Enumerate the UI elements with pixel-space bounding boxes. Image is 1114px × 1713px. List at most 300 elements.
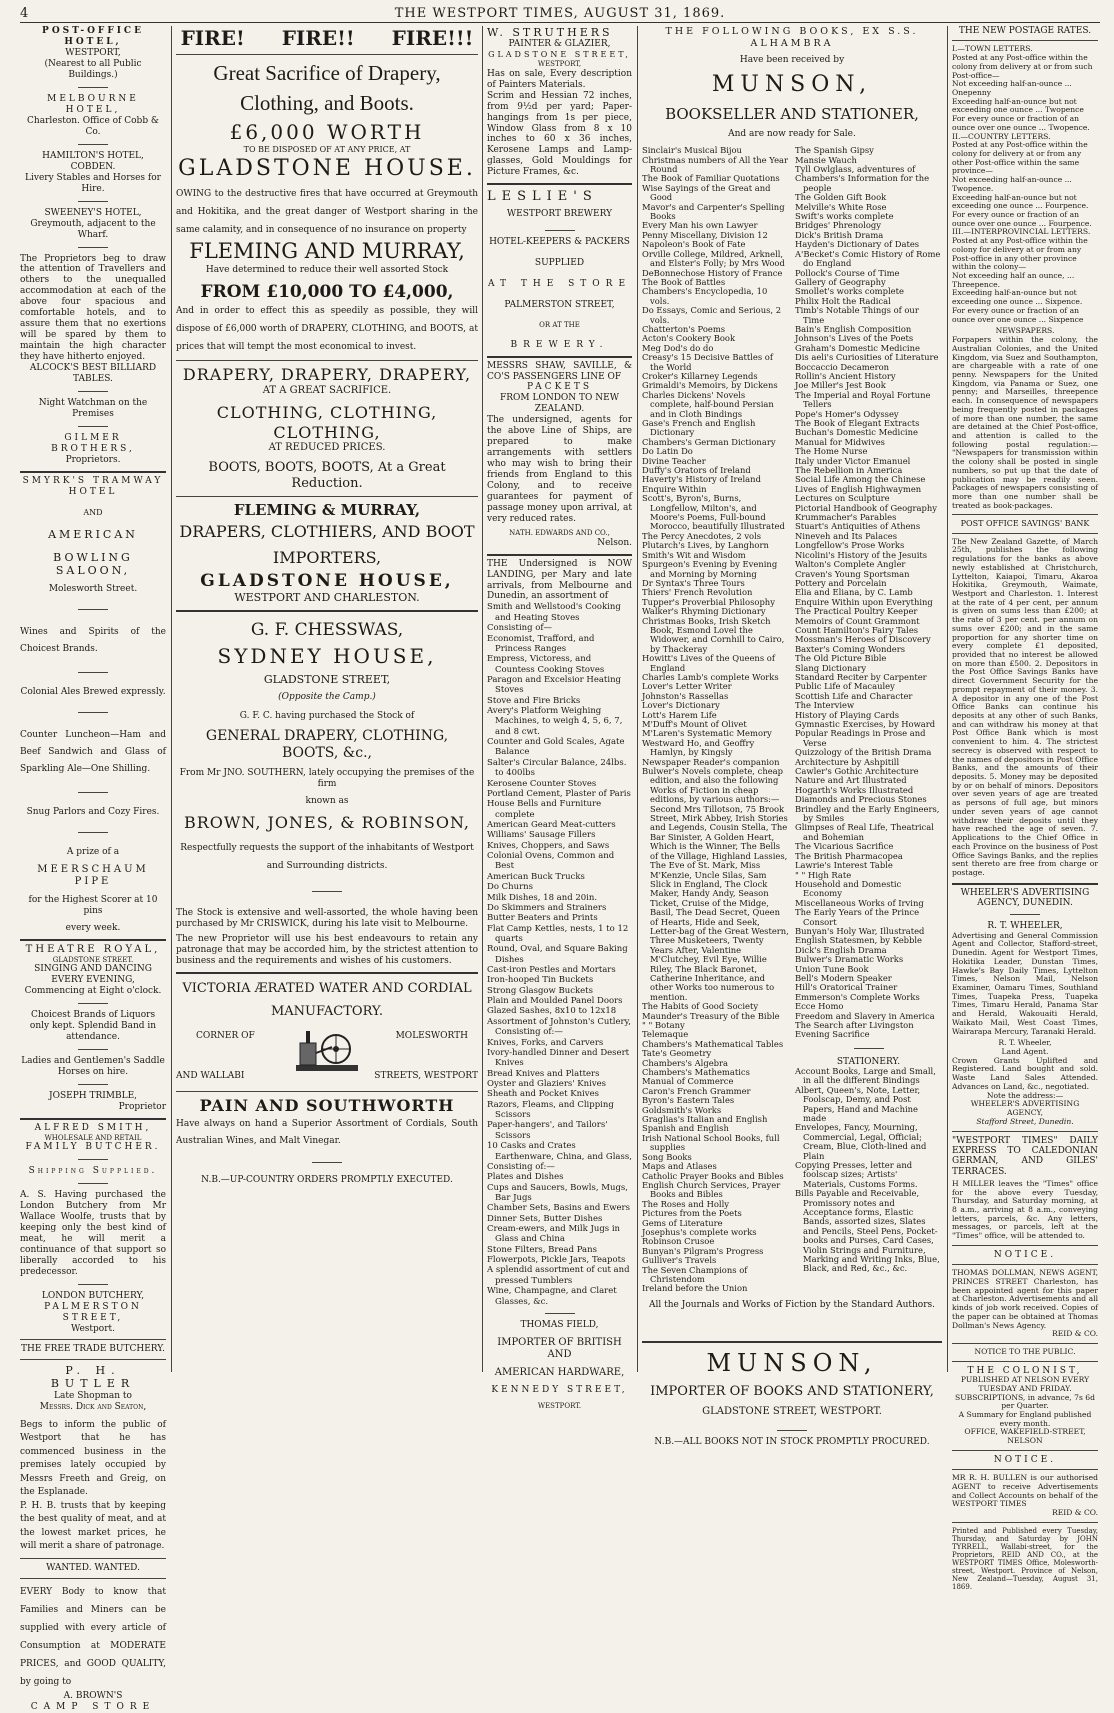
book-item: Diamonds and Precious Stones	[795, 794, 927, 805]
column-3	[487, 26, 632, 1411]
ad-text: Greymouth, adjacent to the Wharf.	[30, 218, 156, 240]
book-item: Manual for Midwives	[795, 436, 885, 447]
ad-text: Advertising and General Commission Agent and Collector, Stafford-street, Dunedin. Agent for Westport Times, Hokitika Leader, Dunstan Times, Hawke's Bay Daily Times, Lyttelton Times, Nelson Mail, Nelson Examiner, Oamaru Times, Southland Times, Tuapeka Press, Tuapeka Times, Timaru Herald, Panama Star and Herald, Wakouaiti Herald, Waikato Mail, West Coast Times, Wairarapa Mercury, Taranaki Herald.	[952, 930, 1098, 1036]
book-item: The Search after Livingston	[795, 1020, 914, 1030]
ad-heading: LONDON BUTCHERY,	[41, 1291, 145, 1302]
ad-text: N.B.—UP-COUNTRY ORDERS PROMPTLY EXECUTED.	[201, 1175, 453, 1186]
book-item: Bridges' Phrenology	[795, 220, 882, 231]
list-item: American Geard Meat-cutters	[487, 820, 616, 830]
ad-text: G. F. C. having purchased the Stock of	[239, 711, 415, 722]
column-4	[642, 26, 942, 1448]
machine-icon	[292, 1027, 362, 1075]
ad-text: STREETS, WESTPORT	[374, 1071, 478, 1082]
ad-heading: MEERSCHAUM PIPE	[37, 864, 149, 888]
book-item: Dick's British Drama	[795, 229, 884, 240]
stationery-item: Account Books, Large and Small, in all the different Bindings	[795, 1065, 936, 1086]
ad-text: AT THE STORE	[487, 279, 632, 290]
divider	[176, 360, 478, 361]
book-item: " " Botany	[642, 1020, 685, 1030]
book-item: Timb's Notable Things of our Time	[795, 305, 919, 325]
ad-text: GLADSTONE STREET,	[488, 50, 631, 60]
book-item: Lover's Letter Writer	[642, 681, 732, 692]
divider	[952, 1522, 1098, 1523]
stationery-item: Bills Payable and Receivable, Promissory notes and Acceptance forms, Elastic Bands, assorted sizes, Slates and Pencils, Steel Pens, Pocket-books and Purses, Card Cases, Violin Strings and Furniture, Marking and Writing Inks, Blue, Black, and Red, &c., &c.	[795, 1188, 940, 1274]
postage-rate-line: Posted at any Post-office within the colony from delivery at or from such Post-office—	[952, 53, 1093, 80]
ad-heading: THE FOLLOWING BOOKS, EX S.S. ALHAMBRA	[665, 26, 919, 49]
book-item: Thiers' French Revolution	[642, 587, 753, 598]
book-item: Lives of English Highwaymen	[795, 483, 922, 494]
book-item: Bell's Modern Speaker	[795, 972, 892, 983]
ad-headline: FROM £10,000 TO £4,000,	[200, 281, 454, 302]
list-item: Stove and Fire Bricks	[487, 695, 581, 706]
book-item: Smollet's works complete	[795, 286, 904, 297]
machine-illustration	[292, 1027, 362, 1079]
ad-text: WESTPORT,	[65, 47, 121, 58]
ad-heading: THOMAS FIELD,	[520, 1319, 599, 1330]
book-item: Mavor's and Carpenter's Spelling Books	[642, 201, 785, 222]
book-item: The Seven Champions of Christendom	[642, 1264, 748, 1284]
divider	[78, 1284, 108, 1285]
book-item: The Old Picture Bible	[795, 653, 887, 664]
book-item: Mossman's Heroes of Discovery	[795, 634, 931, 645]
ad-text: Have determined to reduce their well assorted Stock	[205, 264, 449, 275]
divider	[20, 1359, 166, 1360]
ad-heading: W. STRUTHERS	[487, 26, 613, 39]
divider	[78, 1003, 108, 1004]
column-rule	[637, 26, 638, 1372]
book-item: Smith's Wit and Wisdom	[642, 549, 746, 560]
book-item: The Book of Battles	[642, 276, 726, 287]
list-item: Smith and Wellstood's Cooking and Heating Stoves	[487, 602, 621, 623]
masthead	[20, 4, 1100, 23]
list-item: Chamber Sets, Basins and Ewers	[487, 1203, 630, 1214]
ad-text: A. S. Having purchased the London Butchery from Mr Wallace Woolfe, trusts that by keeping only the best kind of meat, he will merit a continuance of that support so liberally accorded to his predecessor.	[20, 1190, 166, 1278]
book-item: Stuart's Antiquities of Athens	[795, 521, 921, 532]
book-item: Slang Dictionary	[795, 662, 867, 673]
book-item: Public Life of Macauley	[795, 681, 895, 692]
list-item: Iron-hooped Tin Buckets	[487, 975, 594, 986]
book-item: Chambers's Mathematics	[642, 1067, 750, 1078]
book-item: Plutarch's Lives, by Langhorn	[642, 540, 769, 551]
book-item: Scott's, Byron's, Burns, Longfellow, Milton's, and Moore's Poems, Full-bound Morocco, beautifully Illustrated	[642, 493, 785, 532]
book-item: Caron's French Grammer	[642, 1085, 751, 1096]
book-item: Wise Sayings of the Great and Good	[642, 182, 771, 203]
page-number: 4	[20, 6, 30, 21]
book-item: Chambers's German Dictionary	[642, 436, 776, 447]
ad-text: Have been received by	[739, 55, 845, 66]
ad-text: SUBSCRIPTIONS, in advance, 7s 6d per Quarter.	[955, 1392, 1095, 1411]
divider	[312, 891, 342, 892]
ad-headline: SYDNEY HOUSE,	[217, 644, 437, 669]
section-heading: POST OFFICE SAVINGS' BANK	[960, 519, 1090, 529]
book-item: Enquire Within upon Everything	[795, 596, 933, 607]
ad-heading: HAMILTON'S HOTEL, COBDEN.	[42, 150, 144, 172]
book-item: Dis aeli's Curiosities of Literature	[795, 352, 939, 363]
ad-text: (Opposite the Camp.)	[278, 692, 376, 703]
ad-heading: THE FREE TRADE BUTCHERY.	[21, 1343, 165, 1354]
divider	[777, 1430, 807, 1431]
book-item: Bunyan's Pilgram's Progress	[642, 1245, 764, 1256]
book-item: The Imperial and Royal Fortune Tellers	[795, 389, 931, 410]
book-item: Gallery of Geography	[795, 276, 886, 287]
book-item: Freedom and Slavery in America	[795, 1010, 935, 1021]
ad-text: Counter Luncheon—Ham and Beef Sandwich and Glass of Sparkling Ale—One Shilling.	[20, 730, 166, 775]
book-item: English Statesmen, by Kebble	[795, 935, 923, 946]
book-item: Sinclair's Musical Bijou	[642, 145, 742, 156]
book-item: Croker's Killarney Legends	[642, 370, 758, 381]
ad-text: PALMERSTON STREET,	[504, 300, 615, 311]
divider	[78, 201, 108, 202]
ad-text: every week.	[65, 922, 121, 933]
divider	[78, 87, 108, 88]
list-item: Consisting of—	[487, 623, 553, 634]
manufactory-block	[176, 1027, 478, 1087]
ad-heading: BOWLING SALOON,	[53, 551, 133, 578]
book-item: Newspaper Reader's companion	[642, 756, 780, 767]
book-item: The Book of Elegant Extracts	[795, 418, 920, 428]
list-item: Cream-ewers, and Milk Jugs in Glass and China	[487, 1224, 621, 1245]
column-rule	[171, 26, 172, 1372]
section-heading: NEWSPAPERS.	[995, 326, 1055, 336]
book-item: Grimaldi's Memoirs, by Dickens	[642, 380, 778, 391]
divider	[176, 496, 478, 497]
divider	[545, 230, 575, 231]
section-rule	[20, 1118, 166, 1120]
divider	[545, 1313, 575, 1314]
ad-heading: PACKETS	[526, 382, 593, 393]
postage-rate-line: II.—COUNTRY LETTERS.	[952, 131, 1051, 141]
ad-heading: A. BROWN'S	[63, 1690, 123, 1701]
column-5	[952, 26, 1099, 1592]
divider	[176, 54, 478, 55]
postage-rate-line: Exceeding half-an-ounce but not exceeding one ounce ... Twopence	[952, 96, 1084, 115]
postage-rate-line: Not exceeding half an ounce, ... Threepence.	[952, 271, 1075, 289]
book-item: Popular Readings in Prose and Verse	[795, 728, 926, 748]
book-item: Nicolini's History of the Jesuits	[795, 549, 928, 560]
ad-text: Choicest Brands of Liquors only kept. Splendid Band in attendance.	[29, 1010, 157, 1043]
book-item: The Rebellion in America	[795, 465, 903, 476]
book-item: Baxter's Coming Wonders	[795, 643, 906, 654]
book-item: The Book of Familiar Quotations	[642, 173, 780, 184]
book-item: Johnson's Lives of the Poets	[795, 333, 914, 344]
ad-heading: GILMER BROTHERS,	[51, 433, 135, 455]
list-item: Economist, Trafford, and Princess Ranges	[487, 633, 595, 654]
divider	[20, 1578, 166, 1579]
list-item: House Bells and Furniture complete	[487, 799, 602, 820]
book-item: Josephus's complete works	[642, 1226, 757, 1237]
ad-headline: MUNSON,	[706, 1348, 878, 1377]
ad-text: Note the address:—	[986, 1090, 1064, 1100]
ad-text: Late Shopman to	[54, 1390, 132, 1401]
book-item: Divine Teacher	[642, 455, 706, 466]
ad-heading: AMERICAN HARDWARE,	[494, 1367, 625, 1379]
ad-headline: BOOKSELLER AND STATIONER,	[665, 104, 919, 123]
ad-text: Commencing at Eight o'clock.	[24, 986, 162, 997]
list-item: Paragon and Excelsior Heating Stoves	[487, 674, 621, 696]
hardware-list	[487, 602, 632, 1306]
section-rule	[952, 883, 1098, 885]
ad-headline: MUNSON,	[711, 72, 873, 98]
book-item: The Interview	[795, 700, 855, 711]
book-item: Hayden's Dictionary of Dates	[795, 239, 920, 250]
notice-text: Forpapers within the colony, the Australian Colonies, and the United Kingdom, via Suez and Southampton, are chargeable with a rate of one penny. Newspapers for the United Kingdom, via Panama or Suez, one penny; and Marseilles, threepence each. In consequence of newspapers being frequently posted in packages of more than one number, the same are detained at the Chief Post-office, and attention is called to the following postal regulation:— "Newspapers for transmission within the colony shall be posted in single numbers, so put up that the date of publication may be readily seen. Packages of newspapers consisting of more than one number shall be treated as book-packages.	[952, 335, 1098, 510]
divider	[952, 1264, 1098, 1265]
section-rule	[176, 972, 478, 974]
ad-text: Night Watchman on the Premises	[38, 398, 148, 420]
ad-text: Wines and Spirits of the Choicest Brands.	[20, 626, 166, 654]
ad-text: THOMAS DOLLMAN, NEWS AGENT, PRINCES STREET Charleston, has been appointed agent for this paper at Charleston. Advertisements and all kinds of job work received. Copies of the paper can be obtained at Thomas Dollman's News Agency.	[952, 1268, 1098, 1330]
book-item: Chambers's Mathematical Tables	[642, 1038, 784, 1049]
book-item: Cawler's Gothic Architecture	[795, 766, 919, 777]
ad-heading: JOSEPH TRIMBLE,	[48, 1090, 138, 1101]
ad-headline: FLEMING & MURRAY,	[233, 501, 421, 520]
divider	[952, 514, 1098, 515]
ad-heading: CAMP STORE	[30, 1701, 156, 1712]
book-item: Gase's French and English Dictionary	[642, 418, 756, 438]
ad-headline: CLOTHING, CLOTHING, CLOTHING,	[216, 403, 438, 442]
book-item: The Vicarious Sacrifice	[795, 841, 894, 852]
book-item: Standard Reciter by Carpenter	[795, 671, 927, 682]
ad-heading: "WESTPORT TIMES" DAILY EXPRESS TO CALEDONIAN GERMAN, AND GILES' TERRACES.	[952, 1135, 1098, 1177]
ad-text: Westport.	[70, 1324, 116, 1334]
divider	[78, 1183, 108, 1184]
book-item: Hogarth's Works Illustrated	[795, 784, 914, 795]
divider	[20, 1339, 166, 1340]
book-item: Robinson Crusoe	[642, 1236, 715, 1247]
book-item: Italy under Victor Emanuel	[795, 455, 911, 466]
postage-rate-line: III.—INTERPROVINCIAL LETTERS.	[952, 227, 1091, 237]
divider	[78, 712, 108, 713]
column-rule	[482, 26, 483, 1372]
section-rule	[487, 183, 632, 185]
divider	[78, 792, 108, 793]
newspaper-title: THE WESTPORT TIMES, AUGUST 31, 1869.	[394, 6, 726, 21]
imprint: Printed and Published every Tuesday, Thursday, and Saturday by JOHN TYRRELL, Wallabi-street, for the Proprietors, REID AND CO., at the WESTPORT TIMES Office, Molesworth-street, Westport. Province of Nelson, New Zealand—Tuesday, August 31, 1869.	[952, 1526, 1098, 1592]
divider	[78, 609, 108, 610]
book-item: Penny Miscellany, Division 12	[642, 229, 768, 240]
book-item: Buchan's Domestic Medicine	[795, 427, 918, 438]
ad-text: PAINTER & GLAZIER,	[508, 39, 611, 50]
ad-text: Ladies and Gentlemen's Saddle Horses on hire.	[21, 1056, 165, 1077]
ad-text: Scrim and Hessian 72 inches, from 9½d per yard; Paper-hangings from 1s per piece, Window Glass from 8 x 10 inches to 60 x 36 inches, Kerosene Lamps and Lamp-glasses, Gold Mouldings for Picture Frames, &c.	[487, 90, 632, 178]
list-item: 10 Casks and Crates Earthenware, China, and Glass,	[487, 1141, 632, 1162]
book-item: Craven's Young Sportsman	[795, 568, 910, 579]
list-item: Paper-hangers', and Tailors' Scissors	[487, 1120, 608, 1141]
divider	[854, 1048, 884, 1049]
ad-text: From Mr JNO. SOUTHERN, lately occupying the premises of the firm	[179, 768, 475, 790]
ad-heading: KENNEDY STREET,	[491, 1385, 628, 1396]
divider	[78, 1084, 108, 1085]
book-item: Spanish and English	[642, 1123, 729, 1134]
book-item: " " High Rate	[795, 869, 852, 880]
ad-text: Shipping Supplied.	[28, 1166, 158, 1177]
book-item: Rollin's Ancient History	[795, 370, 896, 381]
postage-rate-line: Exceeding half-an-ounce but not exceeding one ounce ... Fourpence.	[952, 192, 1089, 211]
book-item: Irish National School Books, full supplies	[642, 1132, 780, 1153]
ad-headline: FLEMING AND MURRAY,	[189, 239, 465, 264]
section-heading: STATIONERY.	[836, 1056, 901, 1067]
ad-text: OWING to the destructive fires that have occurred at Greymouth and Hokitika, and the great danger of Westport sharing in the same calamity, and in consequence of no insurance on property	[176, 189, 478, 236]
book-item: Bulwer's Dramatic Works	[795, 954, 904, 965]
ad-text: Have always on hand a Superior Assortment of Cordials, South Australian Wines, and Malt Vinegar.	[176, 1118, 478, 1146]
ad-headline: VICTORIA ÆRATED WATER AND CORDIAL MANUFACTORY.	[182, 980, 472, 1019]
book-item: Pictorial Handbook of Geography	[795, 502, 937, 513]
column-1	[20, 26, 166, 1712]
book-item: Graglias's Italian and English	[642, 1114, 768, 1125]
book-item: Scottish Life and Character	[795, 690, 913, 701]
list-item: Portland Cement, Plaster of Paris	[487, 788, 631, 799]
fire-headline: FIRE! FIRE!! FIRE!!!	[180, 26, 474, 50]
ad-heading: SMYRK'S TRAMWAY HOTEL	[22, 475, 164, 497]
ad-heading: THE COLONIST,	[967, 1365, 1083, 1376]
divider	[952, 1469, 1098, 1470]
ad-text: Livery Stables and Horses for Hire.	[25, 172, 161, 194]
book-item: Gymnastic Exercises, by Howard	[795, 719, 936, 729]
list-item: Dinner Sets, Butter Dishes	[487, 1213, 603, 1224]
ad-text: OFFICE, WAKEFIELD-STREET, NELSON	[964, 1427, 1086, 1446]
list-item: Kerosene Counter Stoves	[487, 778, 597, 789]
list-item: Counter and Gold Scales, Agate Balance	[487, 737, 625, 758]
ad-text: WESTPORT AND CHARLESTON.	[234, 591, 420, 605]
book-item: Manual of Commerce	[642, 1076, 734, 1087]
book-item: DeBonnechose History of France	[642, 267, 783, 278]
divider	[78, 391, 108, 392]
list-item: Colonial Ovens, Common and Best	[487, 851, 615, 872]
postage-rate-line: For every ounce or fraction of an ounce over one ounce ... Sixpence	[952, 305, 1084, 324]
ad-text: The new Proprietor will use his best endeavours to retain any patronage that may be accorded him, by the strictest attention to business and the requirements and wishes of his customers.	[176, 933, 478, 966]
ad-headline: G. F. CHESSWAS,	[250, 619, 404, 640]
book-item: A'Becket's Comic History of Rome do England	[795, 248, 941, 269]
ad-headline: GENERAL DRAPERY, CLOTHING, BOOTS, &c.,	[205, 728, 449, 762]
divider	[78, 426, 108, 427]
list-item: Glazed Sashes, 8x10 to 12x18	[487, 1006, 617, 1017]
ad-text: AND	[83, 507, 103, 517]
ad-text: FROM LONDON TO NEW ZEALAND.	[500, 393, 619, 415]
ad-text: A Summary for England published every month.	[958, 1409, 1092, 1428]
list-item: American Buck Trucks	[487, 871, 585, 882]
book-item: Napoleon's Book of Fate	[642, 239, 746, 250]
divider	[1010, 914, 1040, 915]
ad-text: WESTPORT,	[537, 60, 582, 69]
book-item: Bain's English Composition	[795, 323, 912, 334]
ad-text: REID & CO.	[1052, 1329, 1098, 1339]
ad-heading: WHEELER'S ADVERTISING AGENCY,	[970, 1099, 1080, 1118]
ad-text: Messrs. Dick and Seaton,	[39, 1401, 147, 1412]
ad-text: CORNER OF	[196, 1031, 255, 1042]
book-item: Orville College, Mildred, Arknell, and Elster's Folly; by Mrs Wood	[642, 248, 785, 269]
book-item: Do Essays, Comic and Serious, 2 vols.	[642, 305, 782, 325]
ad-headline: £6,000 WORTH	[229, 120, 425, 145]
ad-text: BREWERY.	[510, 339, 609, 350]
book-item: Duffy's Orators of Ireland	[642, 465, 751, 476]
divider	[952, 40, 1098, 41]
postage-rates	[952, 45, 1098, 324]
book-item: Spurgeon's Evening by Evening and Morning by Morning	[642, 559, 778, 579]
ad-heading: LESLIE'S	[487, 189, 598, 205]
section-rule	[487, 554, 632, 556]
list-item: Stone Filters, Bread Pans	[487, 1244, 597, 1255]
ad-text: WESTPORT.	[537, 1402, 582, 1411]
ad-text: Stafford Street, Dunedin.	[976, 1116, 1074, 1126]
ad-text: THE Undersigned is NOW LANDING, per Mary and late arrivals, from Melbourne and Dunedin, an assortment of	[487, 558, 632, 602]
book-item: The Golden Gift Book	[795, 192, 887, 203]
list-item: Sheath and Pocket Knives	[487, 1089, 599, 1100]
book-item: Count Hamilton's Fairy Tales	[795, 624, 919, 635]
book-item: English Church Services, Prayer Books and Bibles	[642, 1179, 781, 1200]
section-rule	[20, 939, 166, 941]
ad-heading: SWEENEY'S HOTEL,	[44, 207, 142, 218]
ad-text: Charleston. Office of Cobb & Co.	[27, 115, 159, 137]
stationery-item: Albert, Queen's, Note, Letter, Foolscap, Demy, and Post Papers, Hand and Machine made	[795, 1084, 921, 1123]
ad-text: known as	[305, 796, 349, 807]
book-item: Walker's Rhyming Dictionary	[642, 606, 766, 617]
book-item: Union Tune Book	[795, 963, 869, 974]
list-item: Round, Oval, and Square Baking Dishes	[487, 944, 628, 965]
ad-text: WHOLESALE AND RETAIL	[44, 1133, 142, 1142]
ad-heading: WHEELER'S ADVERTISING AGENCY, DUNEDIN.	[960, 887, 1090, 908]
ad-text: R. T. Wheeler,	[998, 1038, 1052, 1048]
book-item: Chambers's Encyclopedia, 10 vols.	[642, 286, 768, 306]
book-item: Emmerson's Complete Works	[795, 991, 920, 1002]
book-item: Maps and Atlases	[642, 1161, 717, 1172]
ad-text: The Proprietors beg to draw the attention of Travellers and others to the unequalled accommodation at each of the above four spacious and comfortable hotels, and to assure them that no exertions will be spared by them to maintain the high character they have hitherto enjoyed.	[20, 253, 166, 363]
book-item: Hill's Oratorical Trainer	[795, 982, 898, 993]
list-item: Wine, Champagne, and Claret Glasses, &c.	[487, 1286, 617, 1307]
ad-heading: IMPORTER OF BRITISH AND	[497, 1336, 622, 1361]
book-item: Maunder's Treasury of the Bible	[642, 1010, 780, 1021]
ad-heading: R. T. WHEELER,	[987, 921, 1063, 932]
ad-text: AT A GREAT SACRIFICE.	[262, 384, 392, 396]
book-item: Ireland before the Union	[642, 1283, 748, 1294]
book-item: Charles Lamb's complete Works	[642, 671, 779, 682]
list-item: Milk Dishes, 18 and 20in.	[487, 892, 598, 903]
ad-text: A prize of a	[66, 847, 120, 858]
divider	[176, 1091, 478, 1092]
book-item: Howitt's Lives of the Queens of England	[642, 653, 775, 673]
ad-text: AND WALLABI	[176, 1071, 245, 1082]
postage-rate-line: Exceeding half-an-ounce but not exceeding one ounce ... Sixpence.	[952, 288, 1083, 307]
book-list-right	[795, 146, 942, 1294]
ad-text: Colonial Ales Brewed expressly.	[20, 687, 166, 698]
ad-text: N.B.—ALL BOOKS NOT IN STOCK PROMPTLY PROCURED.	[654, 1437, 930, 1448]
section-heading: THE NEW POSTAGE RATES.	[958, 26, 1092, 36]
divider	[78, 1159, 108, 1160]
ad-heading: WANTED. WANTED.	[46, 1562, 140, 1573]
book-item: M'Duff's Mount of Olivet	[642, 719, 747, 729]
stationery-list	[795, 1067, 942, 1274]
ad-headline: GLADSTONE HOUSE.	[178, 156, 476, 182]
ad-text: Molesworth Street.	[48, 583, 138, 594]
list-item: Plates and Dishes	[487, 1172, 564, 1183]
book-item: Nature and Art Illustrated	[795, 775, 907, 786]
book-item: Swift's works complete	[795, 211, 894, 222]
book-item: Gems of Literature	[642, 1217, 723, 1228]
ad-text: NATH. EDWARDS AND CO.,	[509, 529, 610, 538]
ad-heading: THEATRE ROYAL,	[25, 943, 161, 955]
book-item: Graham's Domestic Medicine	[795, 342, 920, 353]
ad-text: SUPPLIED	[534, 258, 585, 269]
book-item: The British Pharmacopea	[795, 850, 903, 861]
ad-text: MR R. H. BULLEN is our authorised AGENT to receive Advertisements and Collect Accounts on behalf of the WESTPORT TIMES	[952, 1473, 1098, 1509]
section-heading: NOTICE.	[993, 1249, 1057, 1260]
ad-heading: FAMILY BUTCHER.	[25, 1142, 161, 1153]
ad-text: PUBLISHED AT NELSON EVERY TUESDAY AND FRIDAY.	[960, 1375, 1090, 1393]
ad-text: P. H. B. trusts that by keeping the best quality of meat, and at the lowest market prices, he will merit a share of patronage.	[20, 1500, 166, 1552]
book-item: Tupper's Proverbial Philosophy	[642, 596, 775, 607]
book-item: Telemaque	[642, 1029, 689, 1040]
ad-text: H MILLER leaves the "Times" office for the above every Tuesday, Thursday, and Saturday morning, at 8 a.m., arriving at 8 a.m., conveying letters, parcels, &c. Any letters, messages, or parcels, left at the "Times" office, will be attended to.	[952, 1178, 1098, 1241]
book-item: Every Man his own Lawyer	[642, 220, 758, 231]
